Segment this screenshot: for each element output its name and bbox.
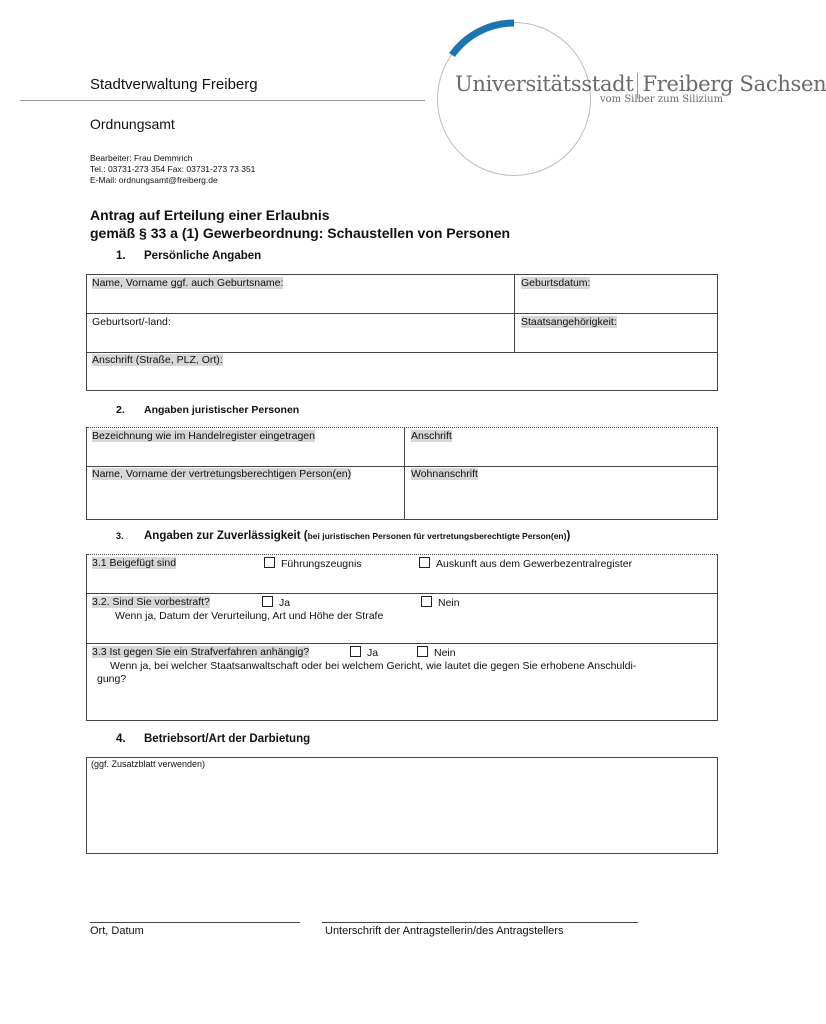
logo-word-freiberg: Freiberg Sachsen bbox=[642, 72, 826, 96]
section3-close: ) bbox=[566, 530, 571, 542]
section4-number: 4. bbox=[116, 733, 126, 745]
section3-table bbox=[86, 554, 718, 721]
criminal-record-no[interactable]: Nein bbox=[421, 596, 460, 609]
attachments-label: 3.1 Beigefügt sind bbox=[92, 557, 177, 569]
section1-title: Persönliche Angaben bbox=[144, 250, 262, 262]
pending-proceedings-detail-line1[interactable]: Wenn ja, bei welcher Staatsanwaltschaft oder bei welchem Gericht, wie lautet die gegen Sie erhobene Anschuldi- bbox=[110, 660, 637, 672]
section3-subtitle: bei juristischen Personen für vertretungsberechtigte Person(en) bbox=[307, 531, 567, 541]
department-name: Ordnungsamt bbox=[90, 116, 175, 132]
section3-heading bbox=[90, 530, 570, 542]
criminal-record-label: 3.2. Sind Sie vorbestraft? bbox=[92, 596, 210, 608]
attachment-option-gewerbezentralregister[interactable]: Auskunft aus dem Gewerbezentralregister bbox=[419, 557, 632, 570]
logo-arc-icon bbox=[437, 22, 591, 176]
pending-proceedings-yes[interactable]: Ja bbox=[350, 646, 378, 659]
contact-email: E-Mail: ordnungsamt@freiberg.de bbox=[90, 175, 218, 185]
section1-number: 1. bbox=[116, 250, 126, 262]
form-title bbox=[90, 206, 510, 242]
venue-textarea[interactable] bbox=[86, 757, 718, 854]
org-name: Stadtverwaltung Freiberg bbox=[90, 76, 258, 93]
venue-hint: (ggf. Zusatzblatt verwenden) bbox=[91, 759, 206, 769]
signature-line[interactable] bbox=[322, 922, 638, 923]
form-title-line1: Antrag auf Erteilung einer Erlaubnis bbox=[90, 207, 330, 223]
name-field[interactable]: Name, Vorname ggf. auch Geburtsname: bbox=[92, 277, 284, 289]
attachment-option-fuehrungszeugnis[interactable]: Führungszeugnis bbox=[264, 557, 362, 570]
checkbox-fuehrungszeugnis[interactable] bbox=[264, 557, 275, 568]
section4-title: Betriebsort/Art der Darbietung bbox=[144, 733, 311, 745]
form-title-line2: gemäß § 33 a (1) Gewerbeordnung: Schaustellen von Personen bbox=[90, 225, 511, 241]
checkbox-gewerbezentralregister[interactable] bbox=[419, 557, 430, 568]
section2-title: Angaben juristischer Personen bbox=[144, 404, 300, 416]
section2-heading bbox=[90, 404, 299, 416]
criminal-record-yes[interactable]: Ja bbox=[262, 596, 290, 609]
home-address-field[interactable]: Wohnanschrift bbox=[411, 468, 478, 480]
section2-number: 2. bbox=[116, 404, 125, 416]
representative-field[interactable]: Name, Vorname der vertretungsberechtigen Person(en) bbox=[92, 468, 352, 480]
place-date-line[interactable] bbox=[90, 922, 300, 923]
section1-table bbox=[86, 274, 718, 391]
company-address-field[interactable]: Anschrift bbox=[411, 430, 452, 442]
pending-proceedings-label: 3.3 Ist gegen Sie ein Strafverfahren anhängig? bbox=[92, 646, 310, 658]
section4-heading bbox=[90, 733, 310, 745]
checkbox-criminal-yes[interactable] bbox=[262, 596, 273, 607]
contact-phone: Tel.: 03731-273 354 Fax: 03731-273 73 351 bbox=[90, 164, 256, 174]
place-date-label: Ort, Datum bbox=[90, 925, 144, 937]
section1-heading bbox=[90, 250, 261, 262]
logo-word-universitaetsstadt: Universitätsstadt bbox=[455, 72, 634, 96]
logo-tagline: vom Silber zum Silizium bbox=[600, 94, 724, 105]
signature-label: Unterschrift der Antragstellerin/des Antragstellers bbox=[325, 925, 564, 937]
criminal-record-detail[interactable]: Wenn ja, Datum der Verurteilung, Art und Höhe der Strafe bbox=[115, 610, 384, 622]
checkbox-criminal-no[interactable] bbox=[421, 596, 432, 607]
address-field[interactable]: Anschrift (Straße, PLZ, Ort): bbox=[92, 354, 223, 366]
birthplace-field[interactable]: Geburtsort/-land: bbox=[92, 316, 171, 328]
checkbox-pending-no[interactable] bbox=[417, 646, 428, 657]
header-divider bbox=[20, 100, 425, 101]
birthdate-field[interactable]: Geburtsdatum: bbox=[521, 277, 591, 289]
register-name-field[interactable]: Bezeichnung wie im Handelregister eingetragen bbox=[92, 430, 315, 442]
section3-number: 3. bbox=[116, 531, 124, 541]
nationality-field[interactable]: Staatsangehörigkeit: bbox=[521, 316, 617, 328]
contact-person: Bearbeiter: Frau Demmrich bbox=[90, 153, 193, 163]
section3-title: Angaben zur Zuverlässigkeit ( bbox=[144, 530, 308, 542]
pending-proceedings-detail-line2: gung? bbox=[97, 673, 127, 685]
contact-block bbox=[90, 153, 255, 186]
section2-table bbox=[86, 427, 718, 520]
pending-proceedings-no[interactable]: Nein bbox=[417, 646, 456, 659]
checkbox-pending-yes[interactable] bbox=[350, 646, 361, 657]
